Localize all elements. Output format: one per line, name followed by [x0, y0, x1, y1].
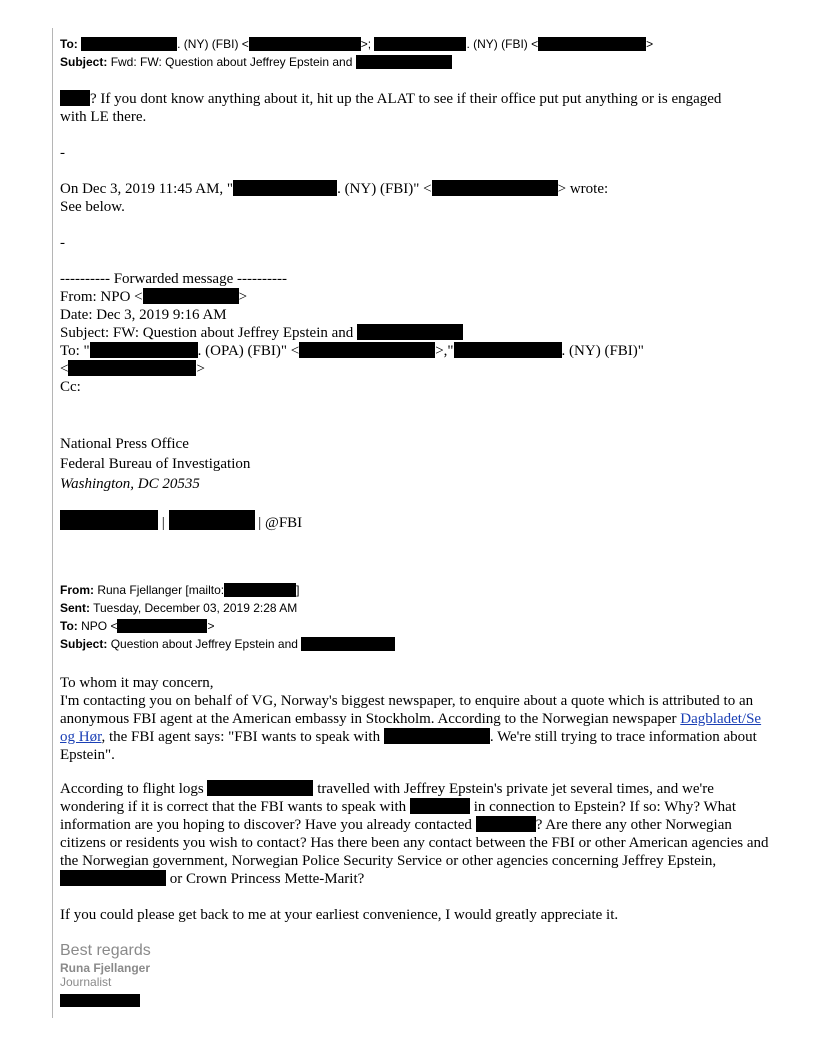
header-to-line	[60, 36, 653, 52]
reply-line-2	[60, 108, 146, 126]
forwarded-subject-line	[60, 324, 463, 342]
original-sent-text: Tuesday, December 03, 2019 2:28 AM	[93, 601, 298, 615]
body-p1-a: I'm contacting you on behalf of VG, Norway's biggest newspaper, to enquire about a quote which is attributed to an anonymous FBI agent at the American embassy in Stockholm. According to the Norwegian newspaper	[60, 693, 754, 727]
forwarded-to-line-2	[60, 360, 205, 378]
header-subject-line	[60, 54, 452, 70]
redaction-box	[476, 816, 536, 832]
redaction-box	[81, 37, 177, 51]
original-to-label: To:	[60, 619, 78, 633]
forwarded-from-prefix: From: NPO <	[60, 289, 143, 305]
body-p2-c: in connection to Epstein? If so: Why? What information are you hoping to discover? Have you already contacted	[60, 799, 736, 833]
redaction-box	[410, 798, 470, 814]
header-subject-label: Subject:	[60, 55, 108, 69]
redaction-box	[224, 583, 296, 597]
quote-bar	[52, 28, 53, 1018]
original-from-text: Runa Fjellanger [mailto:	[97, 583, 225, 597]
original-to-end: >	[207, 619, 215, 633]
reply-on-prefix: On Dec 3, 2019 11:45 AM, "	[60, 181, 234, 197]
office-pipe-1: |	[161, 515, 165, 531]
office-contact-line	[60, 510, 302, 532]
redaction-box	[301, 637, 395, 651]
body-p2-a: According to flight logs	[60, 781, 204, 797]
forwarded-to-prefix: To: "	[60, 343, 90, 359]
header-to-part3: . (NY) (FBI) <	[466, 37, 539, 51]
header-to-part1: . (NY) (FBI) <	[177, 37, 249, 51]
forwarded-subject-text: Subject: FW: Question about Jeffrey Epstein and	[60, 325, 354, 341]
reply-on-suffix: > wrote:	[557, 181, 609, 197]
forwarded-cc: Cc:	[60, 379, 81, 395]
body-p2-d: ? Are there any other Norwegian citizens or residents you wish to contact? Has there been any contact between the FBI or other American agencies and the Norwegian government, Norwegian Police Security Service or other agencies concerning Jeffrey Epstein,	[60, 817, 769, 869]
redaction-box	[454, 342, 562, 358]
redaction-box	[249, 37, 361, 51]
forwarded-to-mid2: >,"	[435, 343, 454, 359]
redaction-box	[384, 728, 490, 744]
redaction-box	[432, 180, 558, 196]
body-paragraph-1	[60, 692, 775, 764]
original-subject-label: Subject:	[60, 637, 108, 651]
redaction-box	[538, 37, 646, 51]
original-to-line	[60, 618, 214, 634]
header-to-label: To:	[60, 37, 78, 51]
redaction-box	[60, 994, 140, 1007]
forwarded-to-line2-prefix: <	[60, 361, 69, 377]
forwarded-marker: ---------- Forwarded message ----------	[60, 271, 287, 287]
reply-on-line	[60, 180, 608, 198]
original-from-label: From:	[60, 583, 94, 597]
body-p1-b: , the FBI agent says: "FBI wants to speak with	[101, 729, 381, 745]
signature-redaction	[60, 991, 140, 1009]
original-subject-text: Question about Jeffrey Epstein and	[110, 637, 298, 651]
reply-dash-2: -	[60, 235, 65, 251]
header-to-part4: >	[646, 37, 654, 51]
redaction-box	[68, 360, 196, 376]
original-sent-line	[60, 600, 297, 616]
original-from-line	[60, 582, 299, 598]
body-paragraph-2	[60, 780, 775, 888]
forwarded-date: Date: Dec 3, 2019 9:16 AM	[60, 307, 227, 323]
forwarded-to-line	[60, 342, 644, 360]
redaction-box	[90, 342, 198, 358]
body-p1-c: . We're still trying to trace information about Epstein".	[60, 729, 757, 763]
office-line-1: National Press Office	[60, 436, 189, 452]
forwarded-from-line	[60, 288, 247, 306]
signature-name: Runa Fjellanger	[60, 961, 151, 975]
forwarded-to-mid3: . (NY) (FBI)"	[561, 343, 644, 359]
reply-dash-1: -	[60, 145, 65, 161]
signature-regards: Best regards	[60, 942, 151, 959]
redaction-box	[207, 780, 313, 796]
header-subject-text: Fwd: FW: Question about Jeffrey Epstein and	[110, 55, 353, 69]
original-from-end: ]	[296, 583, 300, 597]
redaction-box	[169, 510, 255, 530]
original-to-text: NPO <	[81, 619, 118, 633]
body-paragraph-3: If you could please get back to me at your earliest convenience, I would greatly appreciate it.	[60, 907, 619, 923]
reply-line-1	[60, 90, 721, 108]
original-sent-label: Sent:	[60, 601, 90, 615]
body-greeting: To whom it may concern,	[60, 675, 214, 691]
reply-on-middle: . (NY) (FBI)" <	[337, 181, 432, 197]
redaction-box	[357, 324, 463, 340]
signature-title: Journalist	[60, 975, 112, 989]
office-line-2: Federal Bureau of Investigation	[60, 456, 251, 472]
forwarded-to-line2-suffix: >	[196, 361, 205, 377]
header-to-part2: >;	[360, 37, 372, 51]
reply-see-below: See below.	[60, 199, 125, 215]
redaction-box	[299, 342, 435, 358]
redaction-box	[356, 55, 452, 69]
dagbladet-link[interactable]: Dagbladet/Se og Hør	[60, 711, 762, 745]
forwarded-from-suffix: >	[238, 289, 248, 305]
redaction-box	[60, 870, 166, 886]
body-p2-e: or Crown Princess Mette-Marit?	[169, 871, 365, 887]
redaction-box	[143, 288, 239, 304]
original-subject-line	[60, 636, 395, 652]
forwarded-to-mid1: . (OPA) (FBI)" <	[197, 343, 300, 359]
redaction-box	[117, 619, 207, 633]
office-handle: | @FBI	[258, 515, 303, 531]
reply-line2-text: with LE there.	[60, 109, 147, 125]
office-line-3: Washington, DC 20535	[60, 476, 200, 492]
redaction-box	[374, 37, 466, 51]
body-p2-b: travelled with Jeffrey Epstein's private jet several times, and we're wondering if it is correct that the FBI wants to speak with	[60, 781, 714, 815]
redaction-box	[233, 180, 337, 196]
reply-line1-text: ? If you dont know anything about it, hit up the ALAT to see if their office put put anything or is engaged	[90, 91, 722, 107]
redaction-box	[60, 510, 158, 530]
redaction-box	[60, 90, 90, 106]
